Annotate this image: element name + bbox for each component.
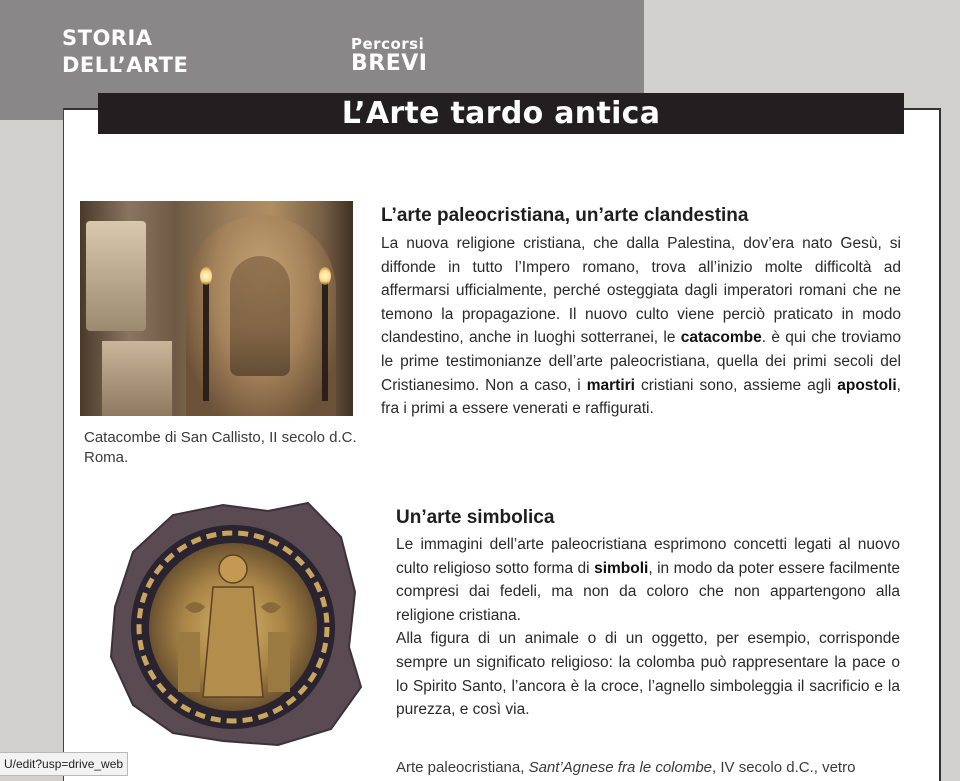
section2-text-c: Alla figura di un animale o di un oggetto, per esempio, corrisponde sempre un significato religioso: la colomba può rappresentare la pace o lo Spirito Santo, l’ancora è la croce, l’agnello simboleggia il sacrificio e la purezza, e così via. (396, 630, 900, 719)
section1-text-b: . è qui che troviamo le prime testimonianze dell’arte paleocristiana, quella dei primi secoli del Cristianesimo. Non a caso, i (381, 329, 901, 394)
section1-text (381, 232, 901, 421)
catacomb-caption: Catacombe di San Callisto, II secolo d.C. Roma. (84, 429, 357, 466)
term-martiri: martiri (586, 376, 635, 394)
photo-candle-left (203, 281, 209, 401)
photo-flame-left (200, 267, 212, 285)
catacomb-photo (80, 201, 353, 416)
photo-flame-right (319, 267, 331, 285)
medallion-caption-suffix: , IV secolo d.C., vetro (712, 759, 856, 776)
gold-glass-medallion (103, 497, 362, 752)
photo-altar (102, 341, 172, 416)
status-url-tooltip: U/edit?usp=drive_web (0, 752, 128, 776)
medallion-figure-head (219, 555, 247, 583)
brand-title-line1: STORIA (62, 26, 153, 50)
section1-text-d: , fra i primi a essere venerati e raffigurati. (381, 376, 901, 418)
page-title: L’Arte tardo antica (98, 93, 904, 134)
medallion-caption-prefix: Arte paleocristiana, (396, 759, 529, 776)
photo-doorway (86, 221, 146, 331)
medallion-column-left (178, 632, 200, 692)
section2-text-b: , in modo da poter essere facilmente compresi dai fedeli, ma non da coloro che non appartengono alla religione cristiana. (396, 559, 900, 624)
section1-heading: L’arte paleocristiana, un’arte clandestina (381, 205, 749, 226)
series-label: Percorsi (351, 35, 425, 53)
term-simboli: simboli (594, 559, 649, 577)
section2-text (396, 533, 900, 722)
series-title: BREVI (351, 51, 428, 76)
section1-text-c: cristiani sono, assieme agli (634, 376, 838, 394)
photo-fresco-figure (230, 256, 290, 376)
section1-text-a: La nuova religione cristiana, che dalla Palestina, dov’era nato Gesù, si diffonde in tutto l’Impero romano, trova all’inizio molte difficoltà ad affermarsi ufficialmente, perché osteggiata dagli imperatori romani che ne temono la propagazione. Il nuovo culto viene perciò praticato in modo clandestino, anche in luoghi sotterranei, le (381, 235, 901, 347)
term-catacombe: catacombe (680, 329, 762, 347)
photo-candle-right (322, 281, 328, 401)
brand-title-line2: DELL’ARTE (62, 53, 189, 77)
section2-heading: Un’arte simbolica (396, 507, 555, 528)
term-apostoli: apostoli (837, 376, 897, 394)
section2-text-a: Le immagini dell’arte paleocristiana esprimono concetti legati al nuovo culto religioso sotto forma di (396, 536, 900, 577)
medallion-caption-title: Sant’Agnese fra le colombe (528, 759, 713, 776)
medallion-figure-robe (203, 587, 263, 697)
medallion-column-right (268, 632, 290, 692)
medallion-caption (396, 758, 936, 778)
